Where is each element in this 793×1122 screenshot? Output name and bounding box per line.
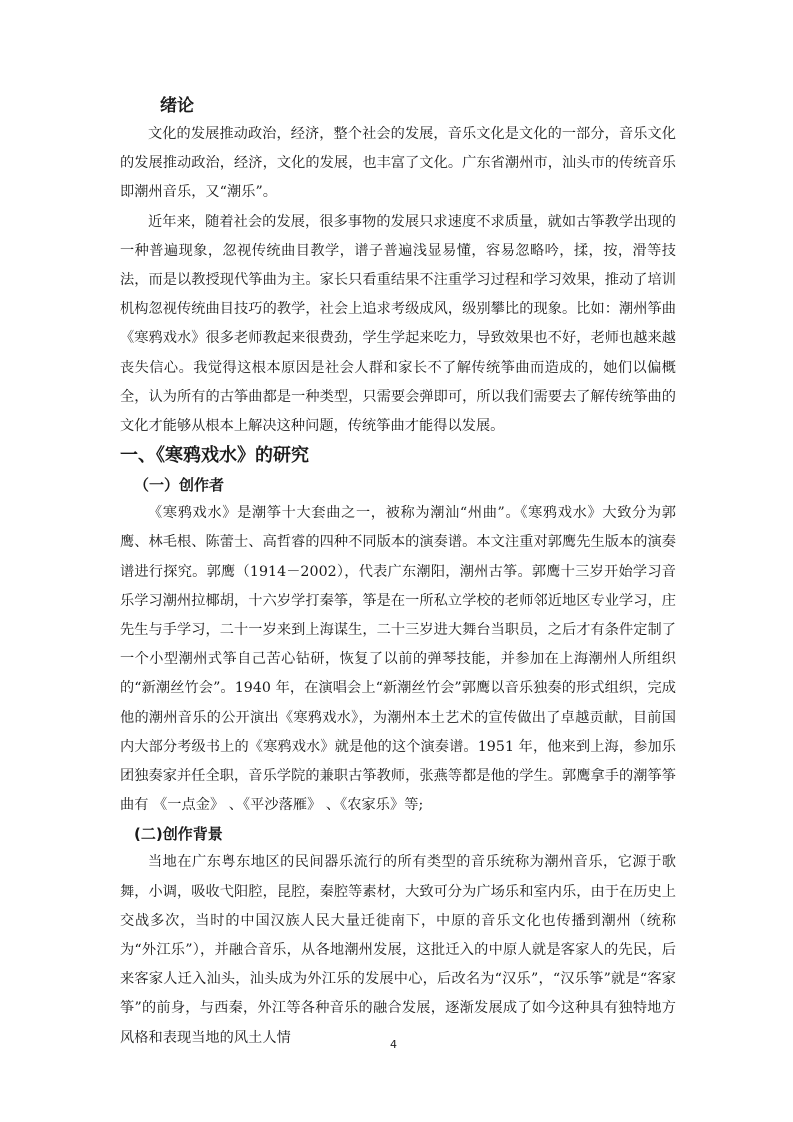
page-number: 4 — [390, 1038, 397, 1051]
document-page — [120, 92, 676, 1053]
intro-paragraph-1: 文化的发展推动政治，经济，整个社会的发展，音乐文化是文化的一部分，音乐文化的发展推动政治，经济，文化的发展，也丰富了文化。广东省潮州市，汕头市的传统音乐即潮州音乐，又“潮乐”。 — [120, 126, 676, 201]
intro-heading: 绪论 — [160, 96, 194, 116]
intro-paragraph-2: 近年来，随着社会的发展，很多事物的发展只求速度不求质量，就如古筝教学出现的一种普遍现象，忽视传统曲目教学，谱子普遍浅显易懂，容易忽略吟，揉，按，滑等技法，而是以教授现代筝曲为主。家长只看重结果不注重学习过程和学习效果，推动了培训机构忽视传统曲目技巧的教学，社会上追求考级成风，级别攀比的现象。比如：潮州筝曲《寒鸦戏水》很多老师教起来很费劲，学生学起来吃力，导致效果也不好，老师也越来越丧失信心。我觉得这根本原因是社会人群和家长不了解传统筝曲而造成的，她们以偏概全，认为所有的古筝曲都是一种类型，只需要会弹即可，所以我们需要去了解传统筝曲的文化才能够从根本上解决这种问题，传统筝曲才能得以发展。 — [120, 213, 676, 435]
section-1-heading: 一、《寒鸦戏水》的研究 — [120, 445, 309, 467]
subsection-1-heading: （一）创作者 — [134, 476, 225, 495]
subsection-2-paragraph: 当地在广东粤东地区的民间器乐流行的所有类型的音乐统称为潮州音乐，它源于歌舞，小调，吸收弋阳腔，昆腔，秦腔等素材，大致可分为广场乐和室内乐，由于在历史上交战多次，当时的中国汉族人民大量迁徙南下，中原的音乐文化也传播到潮州（统称为“外江乐”），并融合音乐，从各地潮州发展，这批迁入的中原人就是客家人的先民，后来客家人迁入汕头，汕头成为外江乐的发展中心，后改名为“汉乐”，“汉乐筝”就是“客家筝”的前身，与西秦，外江等各种音乐的融合发展，逐渐发展成了如今这种具有独特地方风格和表现当地的风土人情 — [120, 854, 676, 1046]
subsection-1-paragraph: 《寒鸦戏水》是潮筝十大套曲之一，被称为潮汕“州曲”。《寒鸦戏水》大致分为郭鹰、林毛根、陈蕾士、高哲睿的四种不同版本的演奏谱。本文注重对郭鹰先生版本的演奏谱进行探究。郭鹰（1914－2002），代表广东潮阳，潮州古筝。郭鹰十三岁开始学习音乐学习潮州拉椰胡，十六岁学打秦筝，筝是在一所私立学校的老师邻近地区专业学习，庄先生与手学习，二十一岁来到上海谋生，二十三岁进大舞台当职员，之后才有条件定制了一个小型潮州式筝自己苦心钻研，恢复了以前的弹琴技能，并参加在上海潮州人所组织的“新潮丝竹会”。1940 年，在演唱会上“新潮丝竹会”郭鹰以音乐独奏的形式组织，完成他的潮州音乐的公开演出《寒鸦戏水》，为潮州本土艺术的宣传做出了卓越贡献，目前国内大部分考级书上的《寒鸦戏水》就是他的这个演奏谱。1951 年，他来到上海，参加乐团独奏家并任全职，音乐学院的兼职古筝教师，张燕等都是他的学生。郭鹰拿手的潮筝筝曲有 《一点金》 、《平沙落雁》 、《农家乐》等; — [120, 505, 676, 814]
subsection-2-heading: (二)创作背景 — [134, 825, 223, 844]
